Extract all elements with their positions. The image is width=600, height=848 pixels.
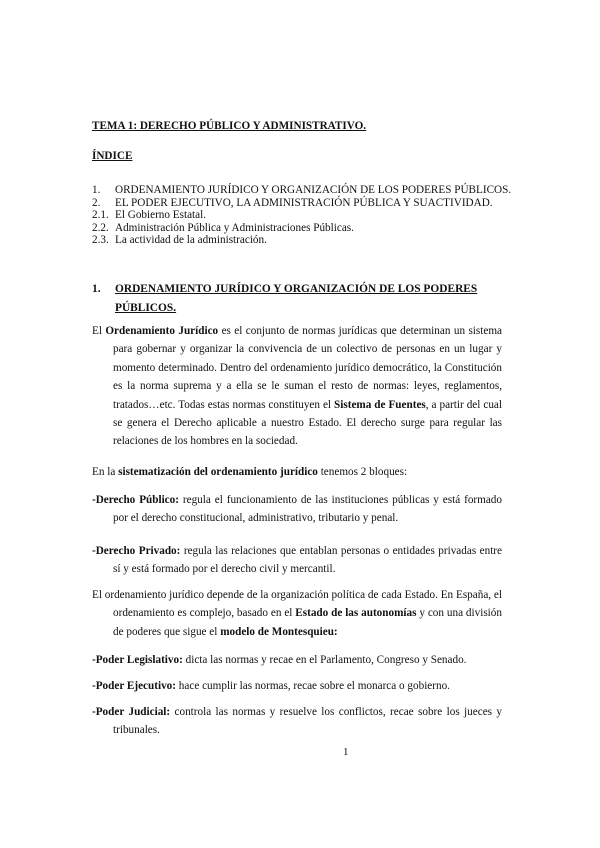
paragraph-text [92, 542, 502, 579]
index-heading: ÍNDICE [92, 150, 133, 162]
text-run: dicta las normas y recae en el Parlamento, Congreso y Senado. [182, 654, 467, 666]
paragraph-derecho-publico [92, 491, 502, 528]
bold-term: -Poder Ejecutivo: [92, 680, 176, 692]
toc-text: ORDENAMIENTO JURÍDICO Y ORGANIZACIÓN DE LOS PODERES PÚBLICOS. [115, 184, 512, 196]
toc-number: 2.1. [92, 209, 109, 222]
toc-number: 2.3. [92, 234, 109, 247]
toc-text: La actividad de la administración. [115, 234, 267, 247]
document-title: TEMA 1: DERECHO PÚBLICO Y ADMINISTRATIVO. [92, 120, 367, 132]
paragraph-text [92, 491, 502, 528]
text-run: El ordenamiento jurídico depende de la organización política de cada Estado. En España, el ordenamiento es complejo, basado en el [92, 589, 502, 620]
paragraph-text [92, 677, 502, 695]
text-run: es el conjunto de normas jurídicas que determinan un sistema para gobernar y organizar la convivencia de un colectivo de personas en un lugar y momento determinado. Dentro del ordenamiento jurídico democrático, la Constitución es la norma suprema y a ella se le suman el resto de normas: leyes, reglamentos, tratados…etc. Todas estas normas constituyen el [113, 325, 502, 411]
bold-term: -Poder Judicial: [92, 706, 171, 718]
bold-term: -Derecho Público: [92, 494, 179, 506]
paragraph-poder-legislativo [92, 651, 502, 669]
toc-text: Administración Pública y Administraciones Públicas. [115, 221, 354, 234]
page-number: 1 [343, 746, 349, 758]
paragraph-derecho-privado [92, 542, 502, 579]
section-number: 1. [92, 283, 101, 295]
paragraph-text [92, 586, 502, 641]
text-run: regula las relaciones que entablan personas o entidades privadas entre sí y está formado por el derecho civil y mercantil. [113, 545, 502, 576]
toc-item [92, 234, 512, 247]
paragraph-text [92, 463, 502, 481]
toc-item [92, 209, 512, 222]
paragraph-organizacion [92, 586, 502, 641]
text-run: y con una división de poderes que sigue el [113, 607, 502, 638]
paragraph-poder-judicial [92, 703, 502, 740]
toc-number: 2.2. [92, 221, 109, 234]
table-of-contents [92, 184, 512, 247]
toc-number: 2. [92, 196, 101, 209]
section-title: ORDENAMIENTO JURÍDICO Y ORGANIZACIÓN DE LOS PODERES PÚBLICOS. [115, 283, 478, 314]
text-run: controla las normas y resuelve los conflictos, recae sobre los jueces y tribunales. [113, 706, 502, 737]
toc-item [92, 184, 512, 197]
text-run: , a partir del cual se genera el Derecho aplicable a nuestro Estado. El derecho surge para regular las relaciones de los hombres en la sociedad. [113, 398, 502, 448]
paragraph-text [92, 703, 502, 740]
text-run: En la [92, 466, 119, 478]
bold-term: Estado de las autonomías [295, 607, 417, 620]
paragraph-ordenamiento [92, 322, 502, 451]
text-run: tenemos 2 bloques: [317, 466, 408, 478]
text-run: regula el funcionamiento de las instituciones públicas y está formado por el derecho constitucional, administrativo, tributario y penal. [113, 494, 502, 525]
toc-text: EL PODER EJECUTIVO, LA ADMINISTRACIÓN PÚBLICA Y SUACTIVIDAD. [115, 196, 493, 209]
bold-term: modelo de Montesquieu: [220, 625, 338, 638]
paragraph-poder-ejecutivo [92, 677, 502, 695]
section-heading [92, 280, 512, 318]
toc-item [92, 197, 512, 210]
paragraph-sistematizacion [92, 463, 502, 481]
paragraph-text [92, 651, 502, 669]
bold-term: Sistema de Fuentes [334, 398, 426, 411]
bold-term: Ordenamiento Jurídico [105, 325, 219, 337]
paragraph-text [92, 322, 502, 451]
toc-item [92, 222, 512, 235]
text-run: hace cumplir las normas, recae sobre el monarca o gobierno. [176, 680, 450, 692]
bold-term: sistematización del ordenamiento jurídico [118, 466, 318, 478]
bold-term: -Poder Legislativo: [92, 654, 183, 666]
text-run: El [92, 325, 106, 337]
toc-text: El Gobierno Estatal. [115, 209, 207, 222]
bold-term: -Derecho Privado: [92, 545, 181, 557]
toc-number: 1. [92, 184, 101, 196]
